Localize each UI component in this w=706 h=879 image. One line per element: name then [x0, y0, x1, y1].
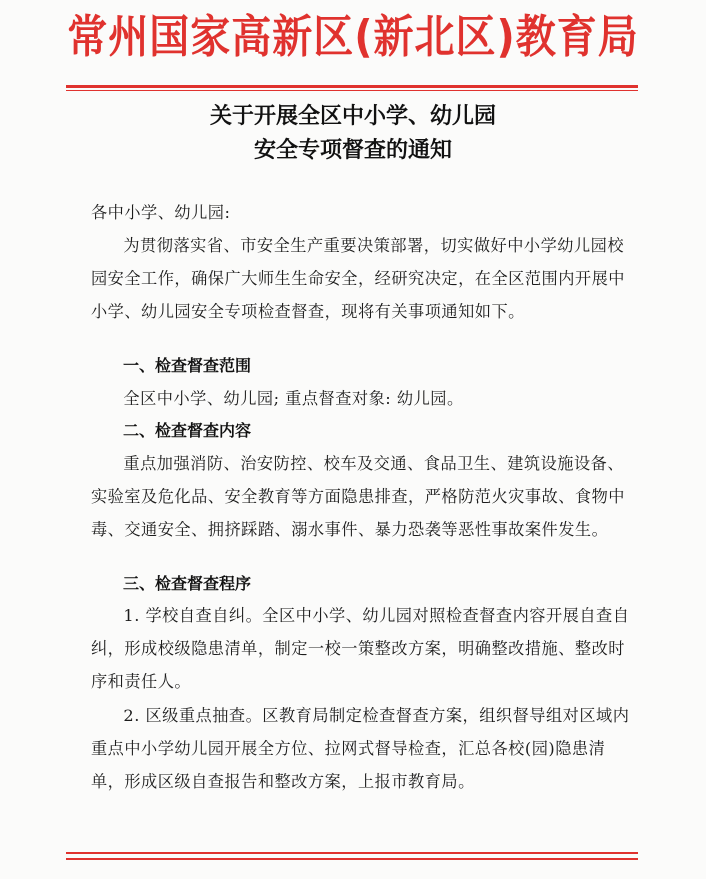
document-title-line-2: 安全专项督查的通知: [253, 138, 452, 163]
salutation: 各中小学、幼儿园:: [91, 203, 231, 222]
section-1-heading: 一、检查督查范围: [123, 356, 252, 375]
section-3-step-2: 2. 区级重点抽查。区教育局制定检查督查方案，组织督导组对区域内重点中小学幼儿园开展全方位、拉网式督导检查，汇总各校(园)隐患清单，形成区级自查报告和整改方案，上报市教育局。: [91, 706, 630, 792]
footer-rule-1: [66, 852, 638, 854]
section-2-heading: 二、检查督查内容: [123, 421, 252, 440]
footer-rule-2: [66, 858, 638, 860]
section-3-step-1: 1. 学校自查自纠。全区中小学、幼儿园对照检查督查内容开展自查自纠，形成校级隐患清单，制定一校一策整改方案，明确整改措施、整改时序和责任人。: [91, 606, 630, 692]
masthead-rule-thin: [66, 90, 638, 91]
intro-paragraph: 为贯彻落实省、市安全生产重要决策部署，切实做好中小学幼儿园校园安全工作，确保广大师生生命安全，经研究决定，在全区范围内开展中小学、幼儿园安全专项检查督查，现将有关事项通知如下。: [91, 236, 625, 322]
masthead-rule-thick: [66, 85, 638, 88]
section-3-heading: 三、检查督查程序: [123, 574, 252, 593]
section-2-text: 重点加强消防、治安防控、校车及交通、食品卫生、建筑设施设备、实验室及危化品、安全教育等方面隐患排查，严格防范火灾事故、食物中毒、交通安全、拥挤踩踏、溺水事件、暴力恐袭等恶性事故案件发生。: [91, 454, 625, 540]
masthead-title: 常州国家高新区(新北区)教育局: [67, 11, 639, 64]
document-title-line-1: 关于开展全区中小学、幼儿园: [209, 104, 496, 129]
section-1-text: 全区中小学、幼儿园; 重点督查对象: 幼儿园。: [123, 389, 464, 408]
